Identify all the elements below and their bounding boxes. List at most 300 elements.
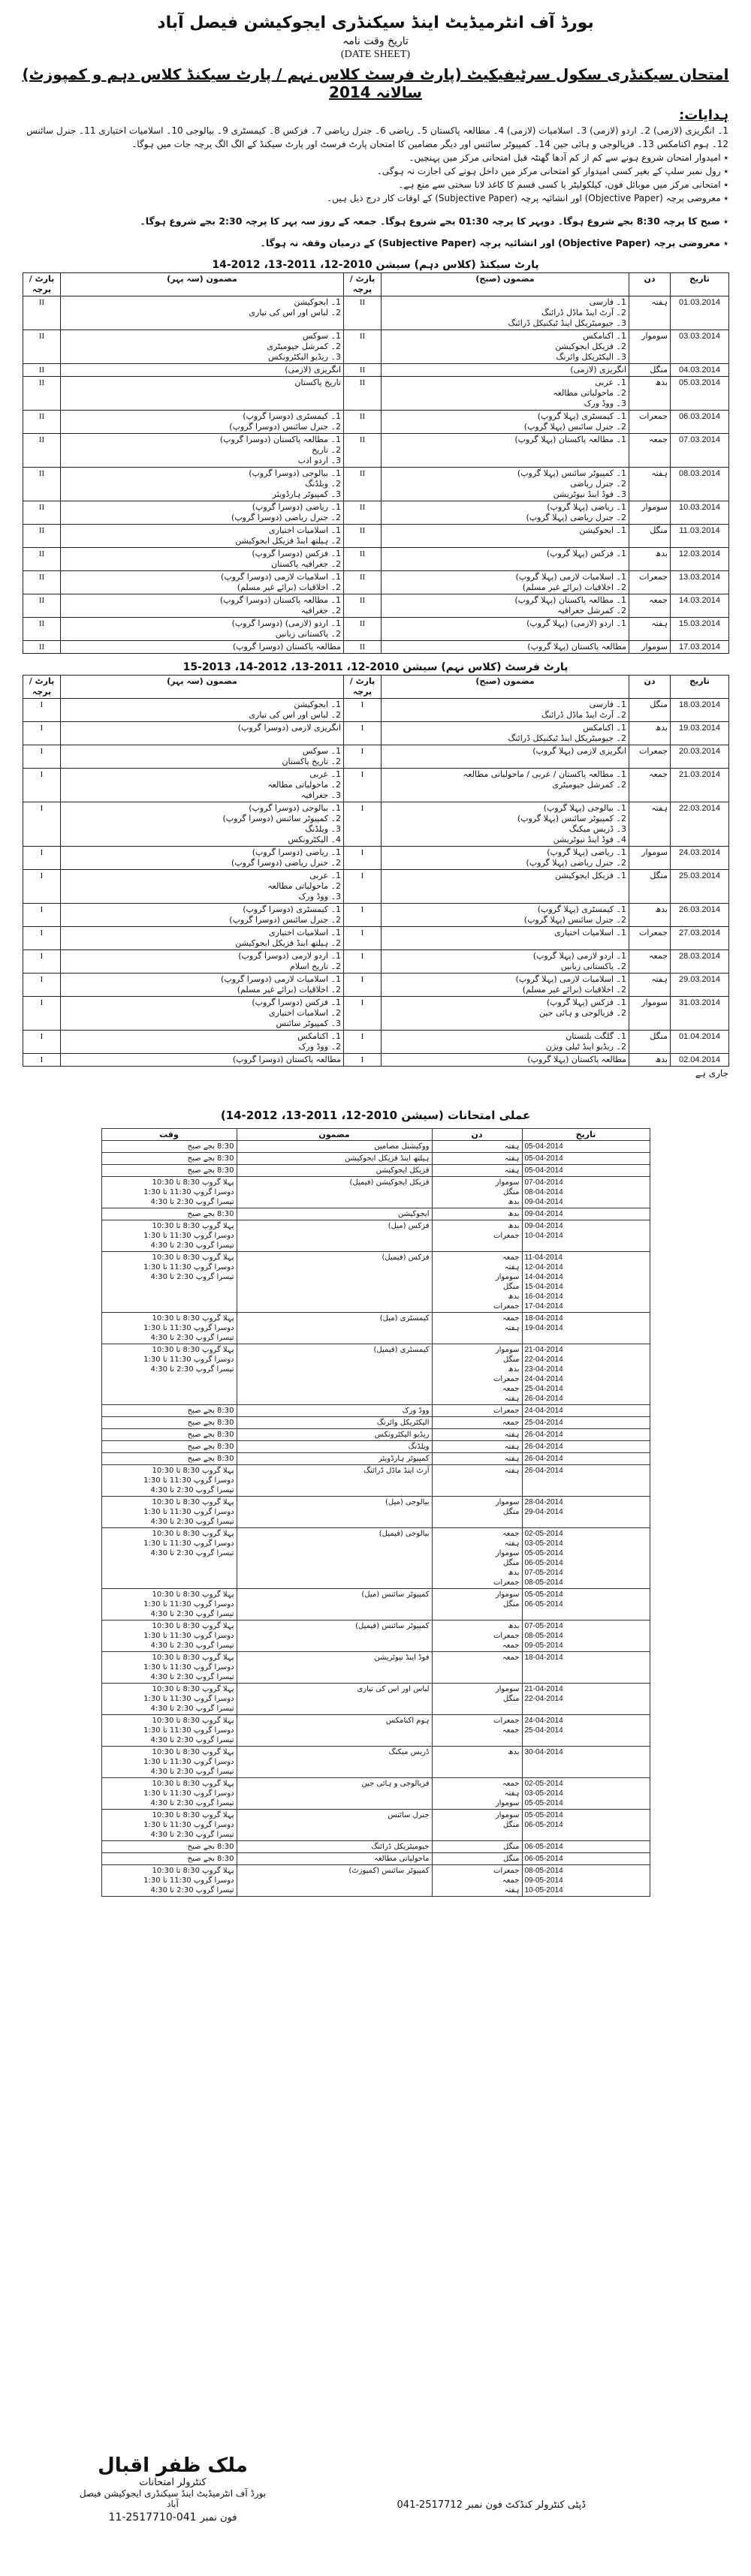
afternoon-subjects	[61, 467, 344, 501]
practical-subject: جیومیٹریکل ڈرائنگ	[237, 1840, 432, 1852]
table-row	[101, 1588, 650, 1620]
table-row	[23, 768, 729, 802]
practical-days	[432, 1220, 522, 1251]
morning-part: II	[344, 467, 382, 501]
afternoon-part: II	[23, 640, 61, 653]
exam-date: 12.03.2014	[671, 547, 729, 570]
practical-date: 09-05-2014	[524, 1641, 563, 1650]
practical-day: منگل	[503, 1820, 520, 1829]
subject-name: 3۔ اردو ادب	[297, 455, 341, 465]
column-header: مضمون (سہ پہر)	[61, 675, 344, 698]
exam-date: 29.03.2014	[671, 973, 729, 996]
practical-day: جمعرات	[493, 1231, 520, 1240]
subject-name: 3۔ جغرافیہ	[300, 790, 341, 800]
subject-name: 2۔ جنرل سائنس (پہلا گروپ)	[523, 914, 626, 925]
exam-day: منگل	[629, 869, 671, 903]
practical-time: پہلا گروپ 8:30 تا 10:30	[152, 1345, 234, 1354]
table-row	[101, 1251, 650, 1312]
subject-name: 1۔ فزکس (دوسرا گروپ)	[252, 548, 341, 558]
afternoon-part: I	[23, 721, 61, 745]
practical-subject: ہیلتھ اینڈ فزیکل ایجوکیشن	[237, 1152, 432, 1164]
exam-date: 07.03.2014	[671, 433, 729, 467]
exam-date: 01.03.2014	[671, 296, 729, 330]
practical-days	[432, 1864, 522, 1896]
afternoon-subjects	[61, 745, 344, 768]
subject-name: 1۔ فزکس (دوسرا گروپ)	[252, 997, 341, 1007]
practical-times	[101, 1746, 237, 1777]
practical-date: 10-05-2014	[524, 1885, 563, 1894]
practical-subject: لباس اور اس کی تیاری	[237, 1683, 432, 1714]
subject-name: 2۔ ووڈ ورک	[298, 1041, 341, 1052]
subject-name: 2۔ ریڈیو اینڈ ٹیلی ویژن	[545, 1041, 626, 1052]
practical-dates	[522, 1746, 650, 1777]
practical-days	[432, 1452, 522, 1464]
practical-date: 06-05-2014	[524, 1842, 563, 1851]
subject-name: 1۔ اکنامکس	[583, 722, 626, 733]
afternoon-subjects	[61, 363, 344, 376]
morning-subjects	[382, 903, 629, 926]
subject-name: 1۔ بیالوجی (دوسرا گروپ)	[249, 468, 341, 478]
practical-time: دوسرا گروپ 11:30 تا 1:30	[143, 1820, 234, 1829]
exam-day: منگل	[629, 363, 671, 376]
practical-dates	[522, 1344, 650, 1404]
subject-name: 1۔ سوکس	[302, 745, 341, 756]
afternoon-subjects	[61, 410, 344, 433]
table-row	[101, 1208, 650, 1220]
afternoon-part: I	[23, 926, 61, 949]
table-row	[23, 363, 729, 376]
practical-day: ہفتہ	[504, 1166, 520, 1175]
practical-date: 07-05-2014	[524, 1568, 563, 1577]
practical-date: 06-05-2014	[524, 1599, 563, 1608]
practical-subject: فزکس (میل)	[237, 1220, 432, 1251]
subject-name: 2۔ جیومیٹریکل اینڈ ٹیکنیکل ڈرائنگ	[508, 733, 626, 743]
exam-day: جمعرات	[629, 410, 671, 433]
practical-day: سوموار	[495, 1272, 520, 1281]
afternoon-part: I	[23, 973, 61, 996]
header	[0, 0, 751, 101]
table-row	[23, 594, 729, 617]
practical-date: 08-05-2014	[524, 1631, 563, 1640]
practical-dates	[522, 1452, 650, 1464]
morning-subjects	[382, 617, 629, 640]
practical-day: سوموار	[495, 1684, 520, 1693]
morning-subjects	[382, 745, 629, 768]
practical-date: 26-04-2014	[524, 1394, 563, 1403]
board-name: بورڈ آف انٹرمیڈیٹ اینڈ سیکنڈری ایجوکیشن فیصل آباد	[157, 14, 594, 32]
instruction-line: 1۔ انگریزی (لازمی) 2۔ اردو (لازمی) 3۔ اسلامیات (لازمی) 4۔ مطالعہ پاکستان 5۔ ریاضی 6۔ جنرل ریاضی 7۔ فزکس 8۔ کیمسٹری 9۔ بیالوجی 10۔ اسلامیات اختیاری 11۔ جنرل سائنس	[26, 125, 728, 136]
subject-name: 2۔ ماحولیاتی مطالعہ	[267, 880, 341, 891]
morning-part: II	[344, 617, 382, 640]
practical-date: 25-04-2014	[524, 1726, 563, 1735]
practical-dates	[522, 1809, 650, 1840]
practical-time: تیسرا گروپ 2:30 تا 4:30	[150, 1672, 234, 1681]
practical-time: پہلا گروپ 8:30 تا 10:30	[152, 1684, 234, 1693]
table-row	[101, 1777, 650, 1809]
subject-name: 1۔ عربی	[595, 377, 626, 387]
practical-time: 8:30 بجے صبح	[187, 1166, 234, 1175]
practical-time: تیسرا گروپ 2:30 تا 4:30	[150, 1197, 234, 1206]
column-header: دن	[629, 675, 671, 698]
subject-name: 2۔ ہیلتھ اینڈ فزیکل ایجوکیشن	[235, 535, 341, 546]
practical-times	[101, 1251, 237, 1312]
date-sheet-label: (DATE SHEET)	[340, 49, 411, 60]
table-row	[23, 996, 729, 1030]
practical-days	[432, 1208, 522, 1220]
morning-part: II	[344, 433, 382, 467]
morning-subjects	[382, 524, 629, 547]
table-row	[23, 570, 729, 594]
practical-time: پہلا گروپ 8:30 تا 10:30	[152, 1716, 234, 1725]
table-row	[23, 501, 729, 524]
practical-day: ہفتہ	[504, 1142, 520, 1151]
exam-date: 31.03.2014	[671, 996, 729, 1030]
afternoon-subjects	[61, 869, 344, 903]
practical-time: پہلا گروپ 8:30 تا 10:30	[152, 1810, 234, 1819]
practical-date: 18-04-2014	[524, 1653, 563, 1662]
practical-day: منگل	[503, 1507, 520, 1516]
subject-name: 3۔ ریڈیو الیکٹرونکس	[268, 351, 341, 362]
morning-part: I	[344, 721, 382, 745]
practical-time: 8:30 بجے صبح	[187, 1209, 234, 1218]
subject-name: 1۔ فزیکل ایجوکیشن	[555, 870, 626, 880]
subject-name: 3۔ ووڈ ورک	[584, 398, 626, 408]
afternoon-subjects	[61, 547, 344, 570]
morning-subjects	[382, 802, 629, 846]
exam-day: سوموار	[629, 640, 671, 653]
practical-day: سوموار	[495, 1548, 520, 1557]
subject-name: 2۔ پاکستانی زبانیں	[275, 628, 341, 639]
practical-day: ہفتہ	[504, 1789, 520, 1798]
table-row	[23, 1053, 729, 1066]
subject-name: 1۔ مطالعہ پاکستان (دوسرا گروپ)	[219, 594, 341, 605]
practical-day: بدھ	[508, 1747, 520, 1756]
practical-time: دوسرا گروپ 11:30 تا 1:30	[143, 1631, 234, 1640]
practical-date: 05-05-2014	[524, 1590, 563, 1599]
practical-day: بدھ	[508, 1209, 520, 1218]
practical-date: 24-04-2014	[524, 1406, 563, 1415]
exam-date: 11.03.2014	[671, 524, 729, 547]
subject-name: 2۔ اخلاقیات (برائے غیر مسلم)	[237, 984, 341, 995]
table-row	[101, 1864, 650, 1896]
controller-phone: 041-2517710-11	[108, 2511, 197, 2523]
subject-name: 1۔ اردو لازمی (پہلا گروپ)	[532, 950, 626, 961]
exam-day: جمعہ	[629, 949, 671, 973]
part1-title: پارٹ فرسٹ (کلاس نہم) سیشن 2010-12، 2011-13، 2012-14، 2013-15	[182, 661, 569, 673]
exam-day: سوموار	[629, 996, 671, 1030]
practical-date: 07-04-2014	[524, 1178, 563, 1187]
instruction-line: ٭ رول نمبر سلپ کے بغیر کسی امیدوار کو امتحانی مرکز میں داخل ہونے کی اجازت نہ ہوگی۔	[376, 166, 728, 176]
table-row	[23, 926, 729, 949]
practical-day: ہفتہ	[504, 1539, 520, 1548]
practical-times	[101, 1140, 237, 1152]
practical-day: ہفتہ	[504, 1454, 520, 1463]
practical-times	[101, 1428, 237, 1440]
subject-name: 1۔ بیالوجی (دوسرا گروپ)	[249, 802, 341, 813]
morning-subjects	[382, 1053, 629, 1066]
table-row	[23, 524, 729, 547]
subject-name: 1۔ اکنامکس	[297, 1031, 341, 1041]
exam-title: امتحان سیکنڈری سکول سرٹیفیکیٹ (پارٹ فرسٹ کلاس نہم / پارٹ سیکنڈ کلاس دہم و کمپوزٹ) سالانہ 2014	[22, 65, 729, 101]
instruction-line: ٭ امیدوار امتحان شروع ہونے سے کم از کم آدھا گھنٹہ قبل امتحانی مرکز میں پہنچیں۔	[409, 152, 728, 163]
subject-name: 1۔ اردو لازمی (دوسرا گروپ)	[238, 950, 341, 961]
morning-subjects	[382, 721, 629, 745]
note-line: ٭ صبح کا پرچہ 8:30 بجے شروع ہوگا۔ دوپہر کا پرچہ 01:30 بجے شروع ہوگا۔ جمعہ کے روز سہ پہر کا پرچہ 2:30 بجے شروع ہوگا۔	[140, 215, 728, 227]
practical-time: 8:30 بجے صبح	[187, 1842, 234, 1851]
table-row	[23, 698, 729, 721]
afternoon-subjects	[61, 376, 344, 410]
subject-name: 3۔ جیومیٹریکل اینڈ ٹیکنیکل ڈرائنگ	[508, 317, 626, 328]
practical-times	[101, 1683, 237, 1714]
morning-subjects	[382, 846, 629, 869]
practical-subject: کمپیوٹر ہارڈویئر	[237, 1452, 432, 1464]
practical-days	[432, 1140, 522, 1152]
subject-name: تاریخ پاکستان	[294, 377, 341, 387]
subject-name: 1۔ اسلامیات لازمی (پہلا گروپ)	[515, 571, 626, 582]
instructions-title: ہدایات:	[679, 107, 728, 123]
table-row	[23, 640, 729, 653]
practical-days	[432, 1651, 522, 1683]
practical-time: دوسرا گروپ 11:30 تا 1:30	[143, 1476, 234, 1485]
subject-name: 1۔ سوکس	[302, 330, 341, 341]
subject-name: 1۔ فارسی	[589, 699, 626, 709]
practical-dates	[522, 1220, 650, 1251]
exam-date: 19.03.2014	[671, 721, 729, 745]
subject-name: 2۔ جغرافیہ پاکستان	[271, 558, 341, 569]
practical-days	[432, 1428, 522, 1440]
subject-name: 2۔ جنرل ریاضی (دوسرا گروپ)	[231, 512, 341, 522]
morning-part: II	[344, 594, 382, 617]
practical-date: 05-04-2014	[524, 1166, 563, 1175]
practical-times	[101, 1809, 237, 1840]
afternoon-subjects	[61, 768, 344, 802]
practical-date: 26-04-2014	[524, 1430, 563, 1439]
subject-name: 3۔ ووڈ ورک	[298, 891, 341, 901]
practical-days	[432, 1620, 522, 1651]
deputy-controller	[360, 2499, 586, 2511]
practical-subject: ویلڈنگ	[237, 1440, 432, 1452]
morning-part: II	[344, 410, 382, 433]
table-row	[101, 1651, 650, 1683]
subject-name: 2۔ کمرشل جغرافیہ	[557, 605, 626, 615]
practical-day: سوموار	[495, 1345, 520, 1354]
morning-part: I	[344, 869, 382, 903]
afternoon-part: II	[23, 547, 61, 570]
practical-time: پہلا گروپ 8:30 تا 10:30	[152, 1253, 234, 1262]
table-row	[101, 1344, 650, 1404]
table-row	[23, 433, 729, 467]
practical-date: 17-04-2014	[524, 1302, 563, 1311]
practical-day: بدھ	[508, 1621, 520, 1630]
morning-subjects	[382, 296, 629, 330]
column-header: وقت	[101, 1128, 237, 1140]
practical-date: 07-05-2014	[524, 1621, 563, 1630]
practical-day: سوموار	[495, 1497, 520, 1506]
afternoon-part: II	[23, 501, 61, 524]
practical-day: جمعرات	[493, 1302, 520, 1311]
instructions	[23, 125, 728, 205]
practical-day: ہفتہ	[504, 1430, 520, 1439]
practical-time: 8:30 بجے صبح	[187, 1142, 234, 1151]
practical-time: دوسرا گروپ 11:30 تا 1:30	[143, 1789, 234, 1798]
practical-time: دوسرا گروپ 11:30 تا 1:30	[143, 1726, 234, 1735]
practical-time: 8:30 بجے صبح	[187, 1406, 234, 1415]
subject-name: 3۔ فوڈ اینڈ نیوٹریشن	[553, 489, 626, 499]
practical-subject: ووکیشنل مضامین	[237, 1140, 432, 1152]
practical-dates	[522, 1464, 650, 1496]
practical-title: عملی امتحانات (سیشن 2010-12، 2011-13، 2012-14)	[220, 1108, 531, 1122]
phone-label: فون نمبر	[200, 2512, 237, 2523]
morning-part: II	[344, 501, 382, 524]
subject-name: 1۔ اسلامیات اختیاری	[269, 927, 341, 937]
subject-name: 1۔ گلگت بلتستان	[566, 1031, 626, 1041]
table-row	[23, 1030, 729, 1053]
table-row	[23, 802, 729, 846]
afternoon-subjects	[61, 501, 344, 524]
morning-subjects	[382, 949, 629, 973]
practical-subject: ووڈ ورک	[237, 1404, 432, 1416]
subject-name: 3۔ ویلڈنگ	[305, 823, 341, 834]
practical-dates	[522, 1251, 650, 1312]
practical-date: 25-04-2014	[524, 1418, 563, 1427]
exam-date: 28.03.2014	[671, 949, 729, 973]
part1-table	[23, 675, 729, 1067]
practical-day: جمعہ	[502, 1253, 520, 1262]
practical-day: ہفتہ	[504, 1885, 520, 1894]
subject-name: 1۔ عربی	[309, 769, 341, 779]
subject-name: 1۔ اسلامیات اختیاری	[554, 927, 626, 937]
column-header: مضمون (سہ پہر)	[61, 272, 344, 296]
practical-time: دوسرا گروپ 11:30 تا 1:30	[143, 1262, 234, 1271]
afternoon-part: I	[23, 1030, 61, 1053]
practical-days	[432, 1251, 522, 1312]
subject-name: 1۔ اسلامیات لازمی (دوسرا گروپ)	[221, 974, 341, 984]
practical-time: پہلا گروپ 8:30 تا 10:30	[152, 1653, 234, 1662]
practical-date: 05-04-2014	[524, 1142, 563, 1151]
table-row	[101, 1714, 650, 1746]
practical-day: ہفتہ	[504, 1466, 520, 1475]
practical-times	[101, 1344, 237, 1404]
subject-name: 2۔ ماحولیاتی مطالعہ	[553, 387, 626, 398]
exam-day: منگل	[629, 1030, 671, 1053]
table-row	[101, 1416, 650, 1428]
practical-time: دوسرا گروپ 11:30 تا 1:30	[143, 1876, 234, 1885]
subject-name: 1۔ ایجوکیشن	[294, 699, 341, 709]
practical-date: 02-05-2014	[524, 1529, 563, 1538]
subject-name: 1۔ کیمسٹری (دوسرا گروپ)	[243, 411, 341, 421]
practical-day: منگل	[503, 1694, 520, 1703]
practical-day: ہفتہ	[504, 1323, 520, 1332]
morning-subjects	[382, 768, 629, 802]
exam-date: 18.03.2014	[671, 698, 729, 721]
subject-name: 2۔ جنرل ریاضی (پہلا گروپ)	[526, 512, 626, 522]
column-header: پارٹ / پرچہ	[344, 272, 382, 296]
exam-date: 25.03.2014	[671, 869, 729, 903]
practical-subject: کیمسٹری (فیمیل)	[237, 1344, 432, 1404]
exam-day: بدھ	[629, 547, 671, 570]
practical-time: تیسرا گروپ 2:30 تا 4:30	[150, 1485, 234, 1494]
table-row	[101, 1683, 650, 1714]
column-header: دن	[629, 272, 671, 296]
table-row	[101, 1428, 650, 1440]
practical-date: 11-04-2014	[524, 1253, 562, 1262]
deputy-phone: 041-2517712	[397, 2499, 463, 2511]
practical-time: 8:30 بجے صبح	[187, 1430, 234, 1439]
table-row	[101, 1164, 650, 1176]
practical-dates	[522, 1176, 650, 1208]
practical-day: ہفتہ	[504, 1262, 520, 1271]
practical-time: 8:30 بجے صبح	[187, 1454, 234, 1463]
subject-name: 2۔ اخلاقیات (برائے غیر مسلم)	[522, 984, 626, 995]
practical-subject: آرٹ اینڈ ماڈل ڈرائنگ	[237, 1464, 432, 1496]
practical-time: پہلا گروپ 8:30 تا 10:30	[152, 1529, 234, 1538]
practical-date: 06-05-2014	[524, 1820, 563, 1829]
morning-subjects	[382, 996, 629, 1030]
afternoon-subjects	[61, 949, 344, 973]
subject-name: 1۔ کیمسٹری (پہلا گروپ)	[537, 904, 626, 914]
practical-dates	[522, 1714, 650, 1746]
morning-part: I	[344, 903, 382, 926]
subject-name: مطالعہ پاکستان (دوسرا گروپ)	[232, 641, 341, 652]
practical-times	[101, 1588, 237, 1620]
subject-name: 3۔ الیکٹریکل وائرنگ	[556, 351, 626, 362]
exam-day: سوموار	[629, 330, 671, 363]
practical-dates	[522, 1416, 650, 1428]
subject-name: 1۔ مطالعہ پاکستان (دوسرا گروپ)	[219, 434, 341, 444]
practical-time: دوسرا گروپ 11:30 تا 1:30	[143, 1355, 234, 1364]
practical-time: دوسرا گروپ 11:30 تا 1:30	[143, 1757, 234, 1766]
afternoon-subjects	[61, 1030, 344, 1053]
exam-date: 01.04.2014	[671, 1030, 729, 1053]
table-row	[23, 410, 729, 433]
afternoon-part: II	[23, 617, 61, 640]
morning-part: II	[344, 547, 382, 570]
practical-time: پہلا گروپ 8:30 تا 10:30	[152, 1747, 234, 1756]
afternoon-subjects	[61, 802, 344, 846]
practical-day: جمعہ	[502, 1384, 520, 1393]
practical-date: 19-04-2014	[524, 1323, 563, 1332]
morning-part: I	[344, 768, 382, 802]
practical-date: 09-04-2014	[524, 1209, 563, 1218]
practical-time: تیسرا گروپ 2:30 تا 4:30	[150, 1885, 234, 1894]
practical-date: 23-04-2014	[524, 1365, 563, 1374]
table-row	[23, 376, 729, 410]
exam-day: جمعرات	[629, 926, 671, 949]
practical-days	[432, 1746, 522, 1777]
exam-date: 22.03.2014	[671, 802, 729, 846]
morning-subjects	[382, 973, 629, 996]
subject-name: 2۔ کمپیوٹر سائنس (پہلا گروپ)	[517, 813, 626, 823]
practical-date: 09-04-2014	[524, 1221, 563, 1230]
practical-dates	[522, 1527, 650, 1588]
exam-day: ہفتہ	[629, 617, 671, 640]
practical-date: 12-04-2014	[524, 1262, 563, 1271]
exam-date: 24.03.2014	[671, 846, 729, 869]
morning-subjects	[382, 330, 629, 363]
practical-days	[432, 1176, 522, 1208]
practical-subject: کمپیوٹر سائنس (کمپوزٹ)	[237, 1864, 432, 1896]
practical-days	[432, 1840, 522, 1852]
exam-day: بدھ	[629, 376, 671, 410]
practical-times	[101, 1620, 237, 1651]
practical-day: جمعرات	[493, 1578, 520, 1587]
practical-days	[432, 1152, 522, 1164]
practical-time: دوسرا گروپ 11:30 تا 1:30	[143, 1231, 234, 1240]
practical-time: تیسرا گروپ 2:30 تا 4:30	[150, 1830, 234, 1839]
practical-time: 8:30 بجے صبح	[187, 1154, 234, 1163]
controller-org: بورڈ آف انٹرمیڈیٹ اینڈ سیکنڈری ایجوکیشن فیصل آباد	[79, 2488, 267, 2509]
morning-part: I	[344, 926, 382, 949]
